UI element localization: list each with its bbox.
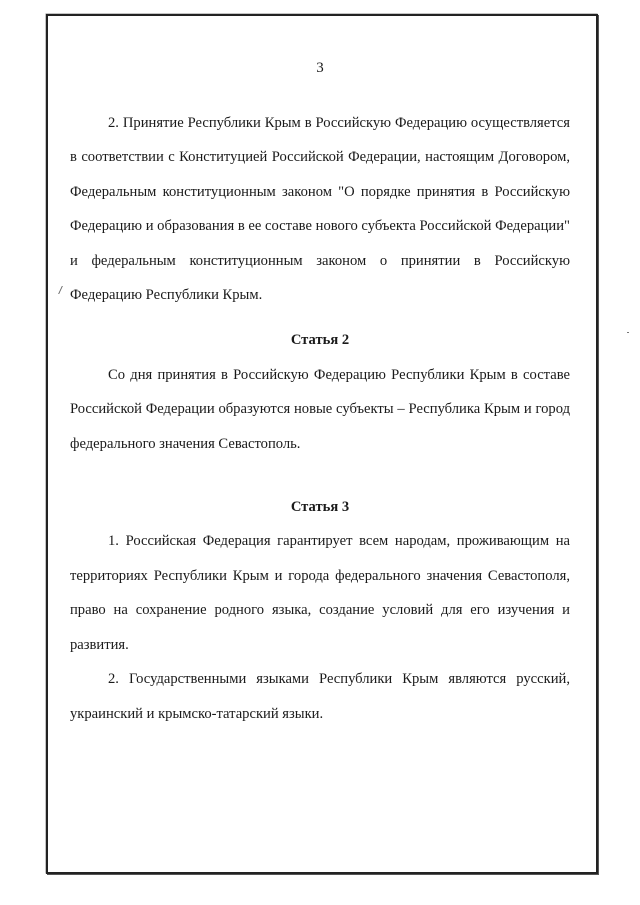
paragraph-article3-item2: 2. Государственными языками Республики Крым являются русский, украинский и крымско-татарский языки.: [70, 671, 570, 722]
article-3-heading: Статья 3: [290, 499, 350, 516]
paragraph-article3-item1: 1. Российская Федерация гарантирует всем народам, проживающим на территориях Республики Крым и города федерального значения Севастополя, право на сохранение родного языка, создание условий для его изучения и развития.: [70, 533, 570, 653]
document-body: [70, 106, 570, 731]
scan-speck: [627, 332, 629, 333]
article-2-heading: Статья 2: [290, 332, 350, 349]
paragraph-article1-item2: 2. Принятие Республики Крым в Российскую Федерацию осуществляется в соответствии с Конституцией Российской Федерации, настоящим Договором, Федеральным конституционным законом "О порядке принятия в Российскую Федерацию и образования в ее составе нового субъекта Российской Федерации" и федеральным конституционным законом о принятии в Российскую Федерацию Республики Крым.: [70, 115, 570, 304]
paragraph-article2: Со дня принятия в Российскую Федерацию Республики Крым в составе Российской Федерации образуются новые субъекты – Республика Крым и город федерального значения Севастополь.: [70, 366, 570, 452]
page-number: 3: [316, 60, 324, 76]
